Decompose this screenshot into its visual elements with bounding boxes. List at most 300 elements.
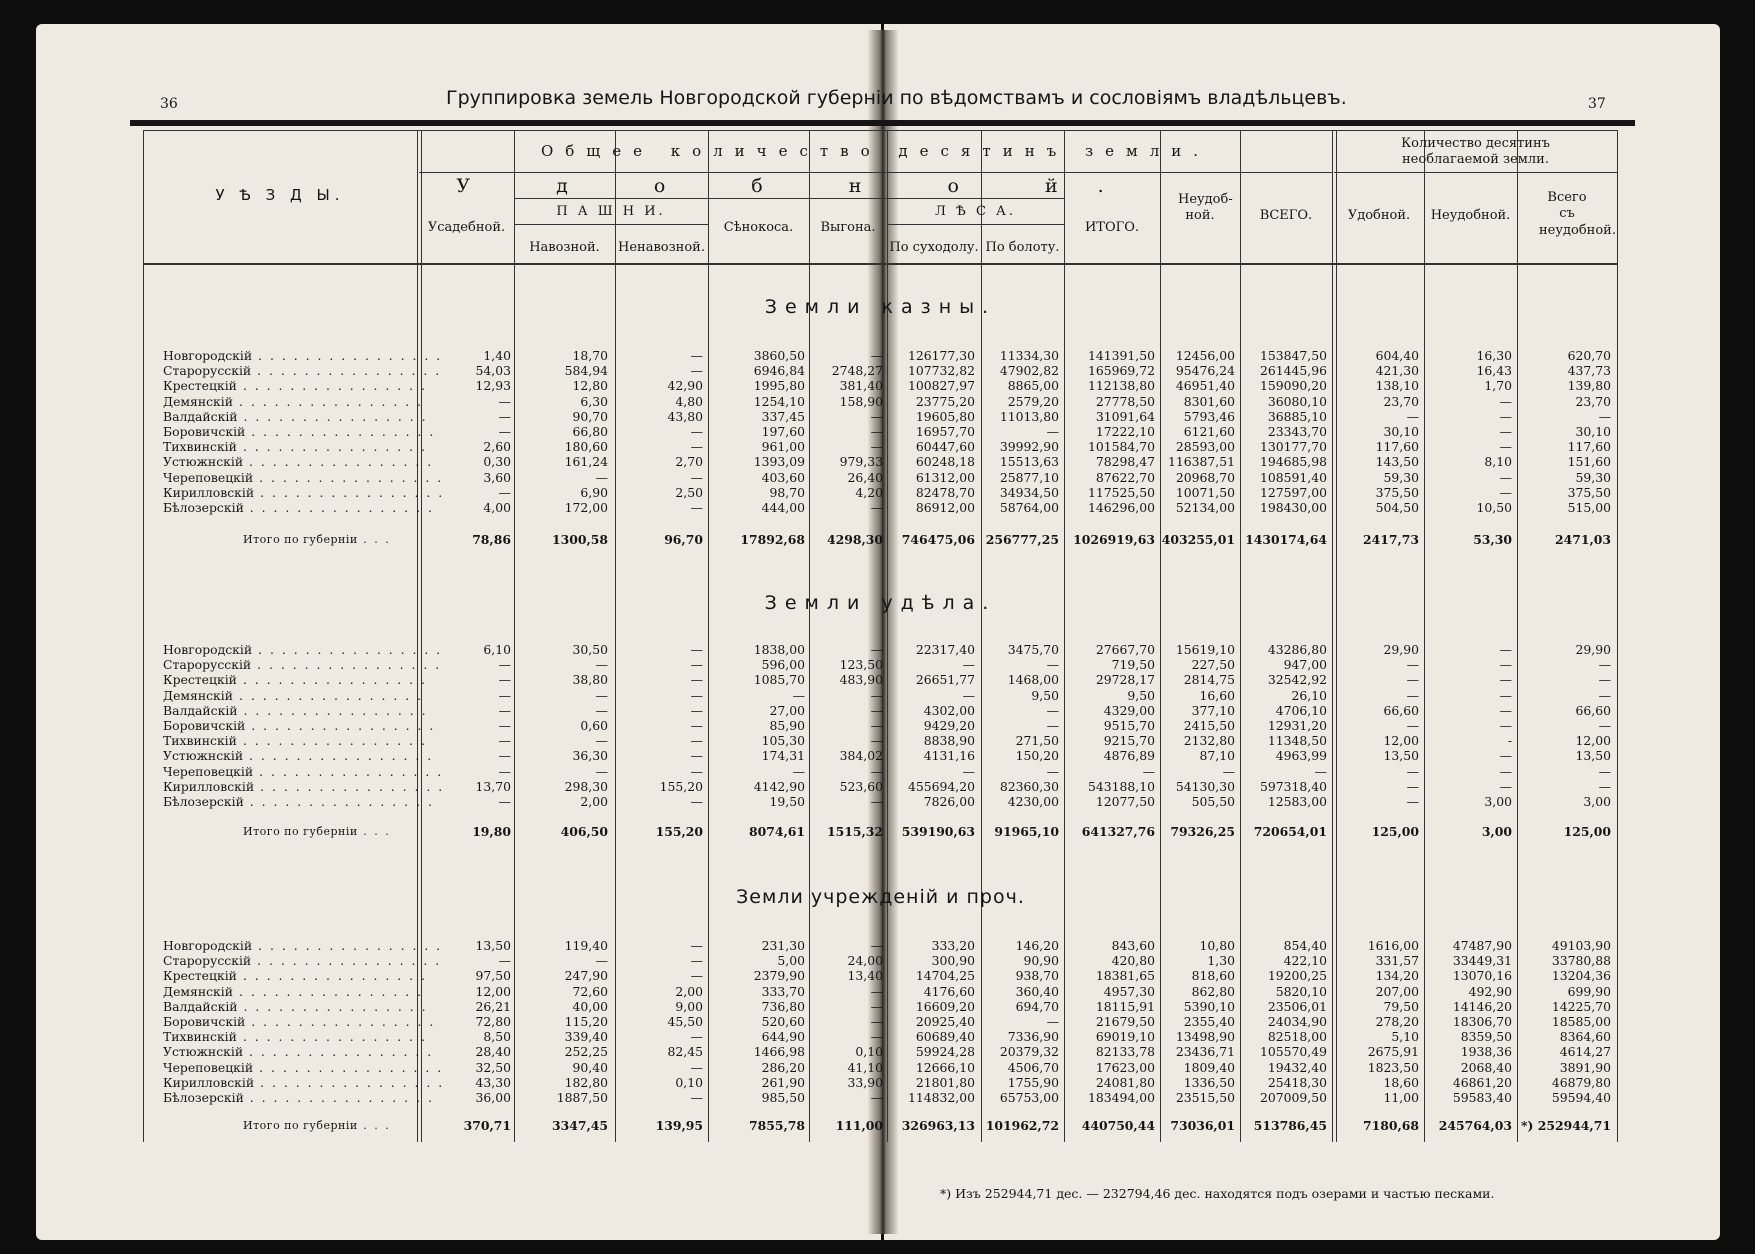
land-table (143, 130, 1618, 1142)
cell-value: 13204,36 (1551, 968, 1611, 984)
cell-value: 90,70 (572, 408, 608, 424)
district-name-text: Череповецкій (163, 1059, 254, 1075)
table-row (143, 1090, 1618, 1105)
cell-value: 22317,40 (915, 642, 975, 657)
cell-value: — (1406, 408, 1419, 424)
cell-value: 60689,40 (915, 1029, 975, 1045)
header-po-sukhodolu: По суходолу. (889, 240, 979, 255)
district-name-text: Кирилловскій (163, 778, 255, 794)
cell-value: 261,90 (761, 1074, 805, 1090)
cell-value: 261445,96 (1259, 363, 1327, 379)
cell-value: — (498, 702, 511, 718)
leader-dots: . . . . . . . . . . . . . . . . (237, 998, 428, 1014)
cell-value: 29,90 (1383, 642, 1419, 657)
cell-value: 375,50 (1375, 484, 1419, 500)
cell-value: 818,60 (1191, 968, 1235, 984)
cell-value: 66,60 (1575, 702, 1611, 718)
header-usadebnoi: Усадебной. (427, 220, 506, 235)
cell-value: 20968,70 (1175, 469, 1235, 485)
cell-value: 95476,24 (1175, 363, 1235, 379)
cell-value: 18306,70 (1452, 1014, 1512, 1029)
cell-value: 2417,73 (1362, 532, 1419, 547)
section-title-kazny: Земли казны. (764, 296, 997, 318)
cell-value: 10,80 (1199, 938, 1235, 953)
header-navoznoi: Навозной. (529, 240, 600, 255)
cell-value: — (870, 642, 883, 657)
table-row (143, 348, 1618, 363)
cell-value: — (690, 363, 703, 379)
cell-value: — (1406, 778, 1419, 794)
cell-value: — (870, 938, 883, 953)
cell-value: 245764,03 (1438, 1118, 1512, 1133)
header-neudobnoi: Неудоб-ной. (1178, 192, 1233, 224)
cell-value: — (595, 953, 608, 969)
cell-value: 115,20 (564, 1014, 608, 1029)
cell-value: 9515,70 (1103, 718, 1155, 733)
district-name-text: Итого по губерніи (243, 825, 358, 838)
cell-value: 139,80 (1567, 378, 1611, 394)
cell-value: 440750,44 (1081, 1118, 1155, 1133)
cell-value: 938,70 (1015, 968, 1059, 984)
cell-value: 78298,47 (1095, 454, 1155, 470)
leader-dots: . . . . . . . . . . . . . . . . (252, 642, 443, 657)
cell-value: 72,60 (572, 983, 608, 999)
cell-value: 36,30 (572, 748, 608, 764)
cell-value: 180,60 (564, 439, 608, 455)
district-name-text: Валдайскій (163, 702, 238, 718)
cell-value: — (498, 408, 511, 424)
section-title-uchrezhdenii: Земли учрежденій и проч. (736, 886, 1025, 908)
cell-value: — (962, 657, 975, 673)
table-row (143, 733, 1618, 748)
district-name (163, 968, 427, 984)
table-row (143, 378, 1618, 393)
district-name (163, 672, 427, 688)
district-name (163, 998, 428, 1014)
district-name (163, 363, 442, 379)
cell-value: 29728,17 (1095, 672, 1155, 688)
cell-value: 641327,76 (1081, 824, 1155, 839)
cell-value: — (1499, 439, 1512, 455)
cell-value: 134,20 (1375, 968, 1419, 984)
cell-value: 54130,30 (1175, 778, 1235, 794)
district-name-text: Череповецкій (163, 763, 254, 779)
cell-value: — (498, 733, 511, 749)
cell-value: 7855,78 (748, 1118, 805, 1133)
cell-value: — (870, 1014, 883, 1029)
total-row (143, 1118, 1618, 1133)
cell-value: 174,31 (761, 748, 805, 764)
table-row (143, 485, 1618, 500)
cell-value: 2,50 (675, 484, 703, 500)
cell-value: 112138,80 (1087, 378, 1155, 394)
cell-value: 25877,10 (999, 469, 1059, 485)
cell-value: — (690, 968, 703, 984)
cell-value: 2,60 (483, 439, 511, 455)
cell-value: 72,80 (475, 1014, 511, 1029)
cell-value: 597318,40 (1259, 778, 1327, 794)
cell-value: 13498,90 (1175, 1029, 1235, 1045)
cell-value: 4298,30 (826, 532, 883, 547)
cell-value: 278,20 (1375, 1014, 1419, 1029)
cell-value: 73036,01 (1170, 1118, 1235, 1133)
cell-value: 6,90 (580, 484, 608, 500)
district-name-text: Кирилловскій (163, 484, 255, 500)
cell-value: 46861,20 (1452, 1074, 1512, 1090)
cell-value: 100827,97 (907, 378, 975, 394)
cell-value: 1755,90 (1007, 1074, 1059, 1090)
header-n-vsego: Всего съ неудобной. (1539, 190, 1616, 238)
cell-value: 1336,50 (1183, 1074, 1235, 1090)
cell-value: 43,80 (667, 408, 703, 424)
cell-value: 1,70 (1484, 378, 1512, 394)
cell-value: — (498, 424, 511, 439)
table-row (143, 1044, 1618, 1059)
cell-value: 98,70 (769, 484, 805, 500)
cell-value: 25418,30 (1267, 1074, 1327, 1090)
cell-value: 41,10 (847, 1059, 883, 1075)
table-row (143, 968, 1618, 983)
cell-value: — (1046, 718, 1059, 733)
cell-value: 105570,49 (1259, 1044, 1327, 1060)
district-name-text: Кирилловскій (163, 1074, 255, 1090)
cell-value: 111,00 (835, 1118, 883, 1133)
cell-value: 65753,00 (999, 1090, 1059, 1105)
cell-value: 520,60 (761, 1014, 805, 1029)
cell-value: — (595, 657, 608, 673)
cell-value: 492,90 (1468, 983, 1512, 999)
cell-value: 644,90 (761, 1029, 805, 1045)
table-row (143, 500, 1618, 515)
header-uezdy: У Ѣ З Д Ы. (215, 186, 345, 204)
cell-value: 79326,25 (1170, 824, 1235, 839)
cell-value: — (1499, 469, 1512, 485)
cell-value: — (1598, 687, 1611, 703)
cell-value: 42,90 (667, 378, 703, 394)
cell-value: 53,30 (1473, 532, 1512, 547)
cell-value: 59924,28 (915, 1044, 975, 1060)
header-total-land: Общее количество десятинъ земли. (540, 142, 1211, 160)
header-vsego: ВСЕГО. (1259, 208, 1313, 223)
cell-value: 8838,90 (923, 733, 975, 749)
district-name (163, 469, 444, 485)
cell-value: 29,90 (1575, 642, 1611, 657)
cell-value: 444,00 (761, 500, 805, 515)
cell-value: — (1499, 424, 1512, 439)
cell-value: 126177,30 (907, 348, 975, 363)
cell-value: 161,24 (564, 454, 608, 470)
cell-value: 4176,60 (923, 983, 975, 999)
cell-value: 12931,20 (1267, 718, 1327, 733)
cell-value: 9429,20 (923, 718, 975, 733)
cell-value: 1616,00 (1367, 938, 1419, 953)
cell-value: 256777,25 (985, 532, 1059, 547)
cell-value: 13070,16 (1452, 968, 1512, 984)
cell-value: 96,70 (664, 532, 703, 547)
cell-value: 10071,50 (1175, 484, 1235, 500)
district-name (163, 484, 445, 500)
district-name-text: Устюжнскій (163, 1044, 244, 1060)
cell-value: 36080,10 (1267, 393, 1327, 409)
leader-dots: . . . . . . . . . . . . . . . . (237, 408, 428, 424)
header-n-neudobnoi: Неудобной. (1430, 208, 1511, 223)
page-number-left: 36 (160, 96, 178, 112)
cell-value: 151,60 (1567, 454, 1611, 470)
cell-value: 32,50 (475, 1059, 511, 1075)
cell-value: — (690, 702, 703, 718)
leader-dots: . . . . . . . . . . . . . . . . (243, 1044, 434, 1060)
cell-value: 2,00 (580, 794, 608, 809)
cell-value: 54,03 (475, 363, 511, 379)
cell-value: 0,30 (483, 454, 511, 470)
cell-value: — (1499, 393, 1512, 409)
cell-value: 4329,00 (1103, 702, 1155, 718)
cell-value: 46879,80 (1551, 1074, 1611, 1090)
cell-value: 2,00 (675, 983, 703, 999)
district-name-text: Крестецкій (163, 378, 237, 394)
cell-value: 326963,13 (901, 1118, 975, 1133)
district-name-text: Валдайскій (163, 408, 238, 424)
cell-value: *) 252944,71 (1521, 1118, 1611, 1133)
cell-value: 78,86 (472, 532, 511, 547)
leader-dots: . . . (357, 1119, 391, 1132)
cell-value: 19,80 (472, 824, 511, 839)
cell-value: 375,50 (1567, 484, 1611, 500)
cell-value: 4131,16 (923, 748, 975, 764)
cell-value: 159090,20 (1259, 378, 1327, 394)
cell-value: 8074,61 (748, 824, 805, 839)
cell-value: 8865,00 (1007, 378, 1059, 394)
page-number-right: 37 (1588, 96, 1606, 112)
cell-value: 59,30 (1575, 469, 1611, 485)
cell-value: 30,10 (1575, 424, 1611, 439)
cell-value: — (870, 1090, 883, 1105)
cell-value: 300,90 (931, 953, 975, 969)
cell-value: 13,40 (847, 968, 883, 984)
cell-value: 4302,00 (923, 702, 975, 718)
cell-value: 1468,00 (1007, 672, 1059, 688)
cell-value: 59594,40 (1551, 1090, 1611, 1105)
total-label (243, 532, 443, 547)
cell-value: — (1406, 672, 1419, 688)
district-name (163, 394, 423, 409)
district-name-text: Итого по губерніи (243, 1119, 358, 1132)
cell-value: 26,40 (847, 469, 883, 485)
cell-value: 87,10 (1199, 748, 1235, 764)
cell-value: — (690, 348, 703, 363)
cell-value: — (870, 1029, 883, 1045)
cell-value: 21679,50 (1095, 1014, 1155, 1029)
cell-value: 0,10 (675, 1074, 703, 1090)
cell-value: — (595, 763, 608, 779)
cell-value: 403,60 (761, 469, 805, 485)
cell-value: 979,33 (839, 454, 883, 470)
cell-value: — (1046, 657, 1059, 673)
cell-value: 699,90 (1567, 983, 1611, 999)
district-name-text: Новгородскій (163, 348, 253, 363)
header-udobnoi: У д о б н о й. (456, 175, 1144, 197)
cell-value: 14704,25 (915, 968, 975, 984)
cell-value: — (1499, 778, 1512, 794)
cell-value: 384,02 (839, 748, 883, 764)
cell-value: 370,71 (463, 1118, 511, 1133)
cell-value: 14146,20 (1452, 998, 1512, 1014)
district-name (163, 408, 428, 424)
table-row (143, 1075, 1618, 1090)
cell-value: 3860,50 (753, 348, 805, 363)
cell-value: 620,70 (1567, 348, 1611, 363)
cell-value: 12,80 (572, 378, 608, 394)
cell-value: — (962, 687, 975, 703)
cell-value: 18115,91 (1095, 998, 1155, 1014)
cell-value: — (1406, 763, 1419, 779)
cell-value: 596,00 (761, 657, 805, 673)
leader-dots: . . . . . . . . . . . . . . . . (236, 733, 427, 749)
table-row (143, 718, 1618, 733)
table-row (143, 439, 1618, 454)
cell-value: 139,95 (655, 1118, 703, 1133)
cell-value: 85,90 (769, 718, 805, 733)
district-name (163, 1074, 445, 1090)
cell-value: 381,40 (839, 378, 883, 394)
cell-value: 8,50 (483, 1029, 511, 1045)
district-name (163, 794, 434, 809)
district-name-text: Валдайскій (163, 998, 238, 1014)
cell-value: — (1499, 748, 1512, 764)
cell-value: — (1499, 657, 1512, 673)
cell-value: — (1499, 484, 1512, 500)
cell-value: 4142,90 (753, 778, 805, 794)
district-name (163, 748, 434, 764)
cell-value: 27667,70 (1095, 642, 1155, 657)
leader-dots: . . . . . . . . . . . . . . . . (252, 938, 443, 953)
leader-dots: . . . . . . . . . . . . . . . . (254, 778, 445, 794)
cell-value: 27778,50 (1095, 393, 1155, 409)
cell-value: — (792, 687, 805, 703)
district-name-text: Тихвинскій (163, 439, 237, 455)
cell-value: 15513,63 (999, 454, 1059, 470)
district-name-text: Старорусскій (163, 363, 252, 379)
cell-value: 207,00 (1375, 983, 1419, 999)
district-name (163, 424, 436, 439)
cell-value: — (690, 763, 703, 779)
district-name (163, 1029, 427, 1045)
cell-value: 36885,10 (1267, 408, 1327, 424)
leader-dots: . . . (357, 825, 391, 838)
cell-value: 46951,40 (1175, 378, 1235, 394)
district-name (163, 984, 423, 999)
table-row (143, 953, 1618, 968)
leader-dots: . . . . . . . . . . . . . . . . (233, 687, 424, 703)
cell-value: — (1046, 424, 1059, 439)
cell-value: 4957,30 (1103, 983, 1155, 999)
leader-dots: . . . . . . . . . . . . . . . . (236, 378, 427, 394)
cell-value: — (1406, 718, 1419, 733)
cell-value: 1838,00 (753, 642, 805, 657)
cell-value: 16,43 (1476, 363, 1512, 379)
district-name (163, 1014, 436, 1029)
cell-value: — (690, 687, 703, 703)
cell-value: 9,50 (1127, 687, 1155, 703)
cell-value: 513786,45 (1253, 1118, 1327, 1133)
cell-value: 61312,00 (915, 469, 975, 485)
cell-value: 406,50 (560, 824, 608, 839)
cell-value: 105,30 (761, 733, 805, 749)
cell-value: 1466,98 (753, 1044, 805, 1060)
cell-value: 6121,60 (1183, 424, 1235, 439)
cell-value: — (498, 748, 511, 764)
cell-value: 2379,90 (753, 968, 805, 984)
cell-value: 30,10 (1383, 424, 1419, 439)
district-name-text: Тихвинскій (163, 733, 237, 749)
leader-dots: . . . . . . . . . . . . . . . . (243, 454, 434, 470)
cell-value: 12,93 (475, 378, 511, 394)
cell-value: 58764,00 (999, 500, 1059, 515)
cell-value: — (498, 953, 511, 969)
cell-value: — (1406, 657, 1419, 673)
cell-value: — (498, 672, 511, 688)
cell-value: 59583,40 (1452, 1090, 1512, 1105)
cell-value: 377,10 (1191, 702, 1235, 718)
cell-value: 1300,58 (551, 532, 608, 547)
cell-value: 5793,46 (1183, 408, 1235, 424)
cell-value: — (1314, 763, 1327, 779)
cell-value: 5,10 (1391, 1029, 1419, 1045)
district-name-text: Новгородскій (163, 642, 253, 657)
cell-value: 720654,01 (1253, 824, 1327, 839)
cell-value: 119,40 (564, 938, 608, 953)
cell-value: 91965,10 (994, 824, 1059, 839)
cell-value: 117,60 (1567, 439, 1611, 455)
cell-value: — (498, 718, 511, 733)
cell-value: 247,90 (564, 968, 608, 984)
cell-value: 16957,70 (915, 424, 975, 439)
title-rule (130, 120, 1635, 126)
cell-value: 1254,10 (753, 393, 805, 409)
cell-value: — (498, 687, 511, 703)
table-row (143, 363, 1618, 378)
table-row (143, 703, 1618, 718)
district-name (163, 778, 445, 794)
cell-value: 1,30 (1207, 953, 1235, 969)
cell-value: 6,30 (580, 393, 608, 409)
cell-value: 101584,70 (1087, 439, 1155, 455)
cell-value: — (1499, 687, 1512, 703)
district-name-text: Бѣлозерскій (163, 500, 244, 515)
district-name-text: Старорусскій (163, 953, 252, 969)
leader-dots: . . . . . . . . . . . . . . . . (254, 484, 445, 500)
cell-value: 82,45 (667, 1044, 703, 1060)
district-name (163, 657, 442, 673)
cell-value: 1026919,63 (1073, 532, 1155, 547)
cell-value: — (870, 348, 883, 363)
cell-value: 19,50 (769, 794, 805, 809)
district-name (163, 953, 442, 969)
cell-value: 2579,20 (1007, 393, 1059, 409)
total-row (143, 532, 1618, 547)
cell-value: 127597,00 (1259, 484, 1327, 500)
leader-dots: . . . . . . . . . . . . . . . . (243, 1090, 434, 1105)
cell-value: — (498, 657, 511, 673)
district-name (163, 439, 427, 455)
cell-value: 33,90 (847, 1074, 883, 1090)
cell-value: 7180,68 (1362, 1118, 1419, 1133)
cell-value: 143,50 (1375, 454, 1419, 470)
cell-value: 333,70 (761, 983, 805, 999)
cell-value: — (870, 998, 883, 1014)
cell-value: — (690, 642, 703, 657)
cell-value: 3475,70 (1007, 642, 1059, 657)
